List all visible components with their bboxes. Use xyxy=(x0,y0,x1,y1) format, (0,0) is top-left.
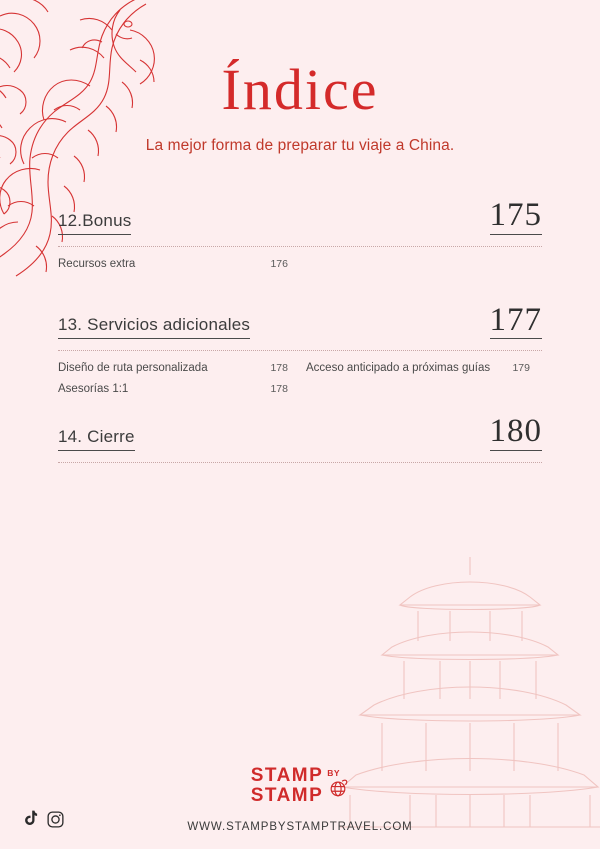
subitem-column-left xyxy=(58,362,300,404)
page-footer xyxy=(0,739,600,849)
page-header xyxy=(0,57,600,155)
brand-name-top: STAMP xyxy=(250,765,324,787)
brand-by-label: BY xyxy=(327,768,341,779)
section-header[interactable] xyxy=(58,198,542,237)
section-page-number: 175 xyxy=(489,197,542,233)
section-title[interactable]: 12.Bonus xyxy=(58,211,131,235)
page-subtitle: La mejor forma de preparar tu viaje a China. xyxy=(145,136,455,154)
index-content xyxy=(58,198,542,474)
index-section xyxy=(58,414,542,463)
subitem-label[interactable]: Asesorías 1:1 xyxy=(58,383,129,396)
subitem-label[interactable]: Diseño de ruta personalizada xyxy=(58,362,208,375)
subitem-page-number: 178 xyxy=(270,383,288,396)
list-item[interactable] xyxy=(306,362,542,374)
list-item[interactable] xyxy=(58,383,300,395)
subitem-column-left xyxy=(58,258,300,279)
list-item[interactable] xyxy=(58,362,300,374)
list-item[interactable] xyxy=(58,258,300,270)
section-header[interactable] xyxy=(58,303,542,342)
index-section xyxy=(58,198,542,279)
subitem-grid xyxy=(58,362,542,404)
globe-icon xyxy=(327,778,349,803)
brand-logo xyxy=(0,766,600,805)
subitem-column-right xyxy=(300,258,542,279)
website-url[interactable]: WWW.STAMPBYSTAMPTRAVEL.COM xyxy=(187,821,413,833)
section-page-number: 180 xyxy=(489,413,542,450)
dotted-divider xyxy=(58,246,542,247)
subitem-grid xyxy=(58,258,542,279)
brand-name-bottom: STAMP xyxy=(250,784,324,806)
page-title: Índice xyxy=(221,57,379,122)
section-title[interactable]: 13. Servicios adicionales xyxy=(58,315,250,339)
dotted-divider xyxy=(58,350,542,351)
subitem-column-right xyxy=(300,362,542,404)
index-section xyxy=(58,303,542,405)
section-page-number: 177 xyxy=(489,301,542,338)
subitem-label[interactable]: Acceso anticipado a próximas guías xyxy=(306,362,491,375)
subitem-page-number: 178 xyxy=(270,362,288,375)
section-header[interactable] xyxy=(58,414,542,453)
section-title[interactable]: 14. Cierre xyxy=(58,427,135,451)
subitem-page-number: 176 xyxy=(270,257,288,270)
subitem-label[interactable]: Recursos extra xyxy=(58,257,136,270)
dotted-divider xyxy=(58,462,542,463)
subitem-page-number: 179 xyxy=(512,362,530,375)
